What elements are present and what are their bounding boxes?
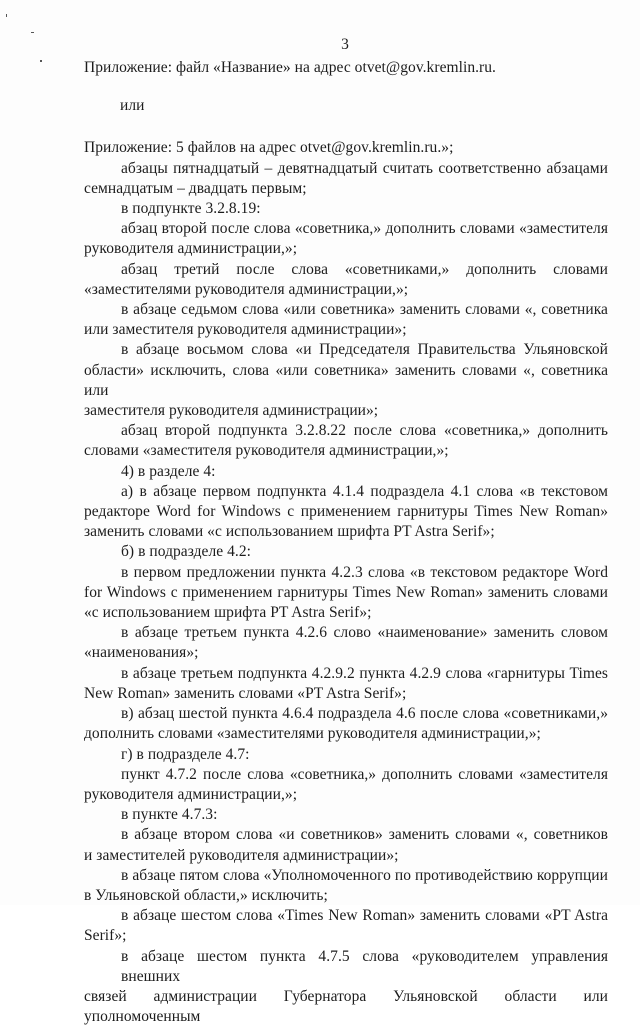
text-line: словами «заместителя руководителя администрации,»; (84, 442, 449, 460)
text-line: семнадцатым – двадцать первым; (84, 179, 307, 197)
text-line: в абзаце седьмом слова «или советника» заменить словами «, советника (121, 301, 608, 319)
scan-artifact (6, 14, 7, 17)
text-line: Serif»; (84, 927, 127, 945)
text-line: дополнить словами «заместителями руководителя администрации,»; (84, 725, 541, 743)
text-line: в первом предложении пункта 4.2.3 слова «в текстовом редакторе Word (121, 563, 608, 581)
text-line: в) абзац шестой пункта 4.6.4 подраздела 4.6 после слова «советниками,» (121, 705, 608, 723)
text-line: заместителя руководителя администрации»; (84, 402, 379, 420)
scan-artifact (40, 60, 42, 62)
text-line: абзац третий после слова «советниками,» дополнить словами (121, 260, 608, 278)
text-line: абзац второй после слова «советника,» дополнить словами «заместителя (121, 220, 608, 238)
text-line: редакторе Word for Windows с применением гарнитуры Times New Roman» (84, 503, 608, 521)
text-line: в абзаце восьмом слова «и Председателя Правительства Ульяновской (121, 341, 608, 359)
text-line: в подпункте 3.2.8.19: (121, 200, 261, 218)
text-line: New Roman» заменить словами «PT Astra Serif»; (84, 684, 407, 702)
text-line: «наименования»; (84, 644, 199, 662)
text-line: а) в абзаце первом подпункта 4.1.4 подраздела 4.1 слова «в текстовом (121, 482, 608, 500)
text-line: области» исключить, слова «или советника» заменить словами «, советника или (84, 361, 608, 399)
text-line: 4) в разделе 4: (121, 462, 216, 480)
text-line: или (120, 97, 145, 115)
text-line: пункт 4.7.2 после слова «советника,» дополнить словами «заместителя (121, 765, 608, 783)
text-line: руководителя администрации,»; (84, 785, 298, 803)
text-line: абзац второй подпункта 3.2.8.22 после слова «советника,» дополнить (121, 422, 608, 440)
text-line: Приложение: файл «Название» на адрес otvet@gov.kremlin.ru. (84, 59, 496, 76)
text-line: Приложение: 5 файлов на адрес otvet@gov.kremlin.ru.»; (84, 139, 454, 157)
text-line: в Ульяновской области,» исключить; (84, 886, 328, 904)
text-line: в абзаце втором слова «и советников» заменить словами «, советников (121, 826, 608, 844)
text-line: в абзаце шестом пункта 4.7.5 слова «руководителем управления внешних (121, 947, 608, 985)
text-line: связей администрации Губернатора Ульяновской области или уполномоченным (84, 987, 608, 1026)
page-number: 3 (341, 36, 349, 53)
text-line: абзацы пятнадцатый – девятнадцатый считать соответственно абзацами (121, 159, 608, 177)
text-line: «заместителями руководителя администрации,»; (84, 280, 409, 298)
text-line: в абзаце третьем пункта 4.2.6 слово «наименование» заменить словом (121, 624, 608, 642)
text-line: б) в подразделе 4.2: (121, 543, 252, 561)
text-line: заменить словами «с использованием шрифта PT Astra Serif»; (84, 523, 495, 541)
text-line: руководителя администрации,»; (84, 240, 298, 258)
text-line: г) в подразделе 4.7: (121, 745, 250, 763)
text-line: в пункте 4.7.3: (121, 806, 218, 824)
text-line: в абзаце шестом слова «Times New Roman» заменить словами «PT Astra (121, 907, 608, 925)
text-line: в абзаце пятом слова «Уполномоченного по противодействию коррупции (121, 866, 608, 884)
document-body (84, 58, 608, 1027)
text-line: или заместителя руководителя администрации»; (84, 321, 407, 339)
text-line: в абзаце третьем подпункта 4.2.9.2 пункта 4.2.9 слова «гарнитуры Times (121, 664, 608, 682)
scan-artifact (31, 32, 34, 33)
text-line: и заместителей руководителя администрации»; (84, 846, 399, 864)
text-line: for Windows с применением гарнитуры Times New Roman» заменить словами (84, 583, 608, 601)
text-line: «с использованием шрифта PT Astra Serif»; (84, 604, 372, 622)
